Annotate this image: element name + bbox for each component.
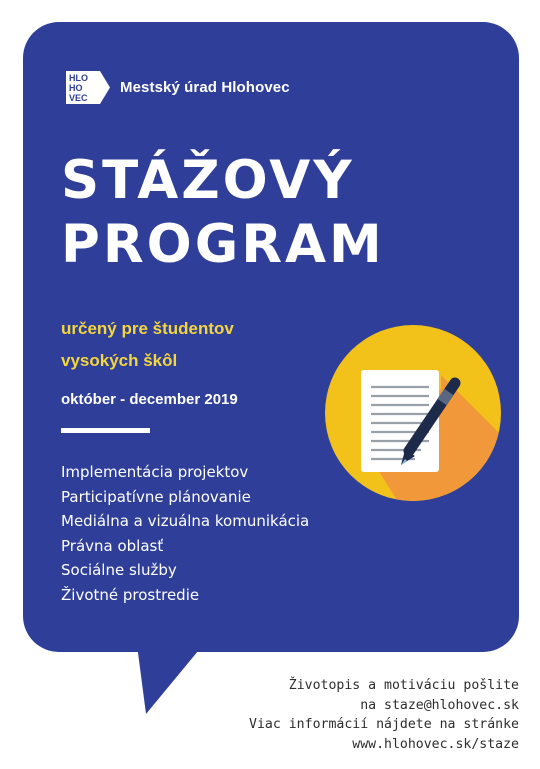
- contact-info: [249, 676, 519, 754]
- footer-line-3: Viac informácií nájdete na stránke: [249, 717, 519, 732]
- list-item: Sociálne služby: [61, 561, 177, 580]
- logo-line-3: VEC: [69, 93, 88, 103]
- footer-line-1: Životopis a motiváciu pošlite: [288, 678, 519, 693]
- list-item: Mediálna a vizuálna komunikácia: [61, 512, 310, 531]
- title-line-1: STÁŽOVÝ: [61, 150, 355, 211]
- divider: [61, 428, 150, 433]
- title-line-2: PROGRAM: [61, 214, 385, 275]
- subtitle-line-2: vysokých škôl: [61, 351, 178, 370]
- subtitle-line-1: určený pre študentov: [61, 319, 234, 338]
- list-item: Právna oblasť: [61, 536, 164, 555]
- footer-email[interactable]: na staze@hlohovec.sk: [360, 697, 519, 713]
- hlohovec-logo: [66, 71, 110, 104]
- logo-line-2: HO: [69, 83, 83, 93]
- program-areas-list: [61, 460, 309, 608]
- organization-name: Mestský úrad Hlohovec: [120, 79, 290, 96]
- logo-line-1: HLO: [69, 73, 88, 83]
- footer-website[interactable]: www.hlohovec.sk/staze: [352, 736, 519, 752]
- list-item: Životné prostredie: [61, 585, 200, 604]
- list-item: Participatívne plánovanie: [61, 487, 251, 506]
- header: [66, 71, 290, 104]
- document-with-pen-icon: [325, 325, 501, 501]
- program-dates: október - december 2019: [61, 391, 238, 408]
- list-item: Implementácia projektov: [61, 463, 249, 481]
